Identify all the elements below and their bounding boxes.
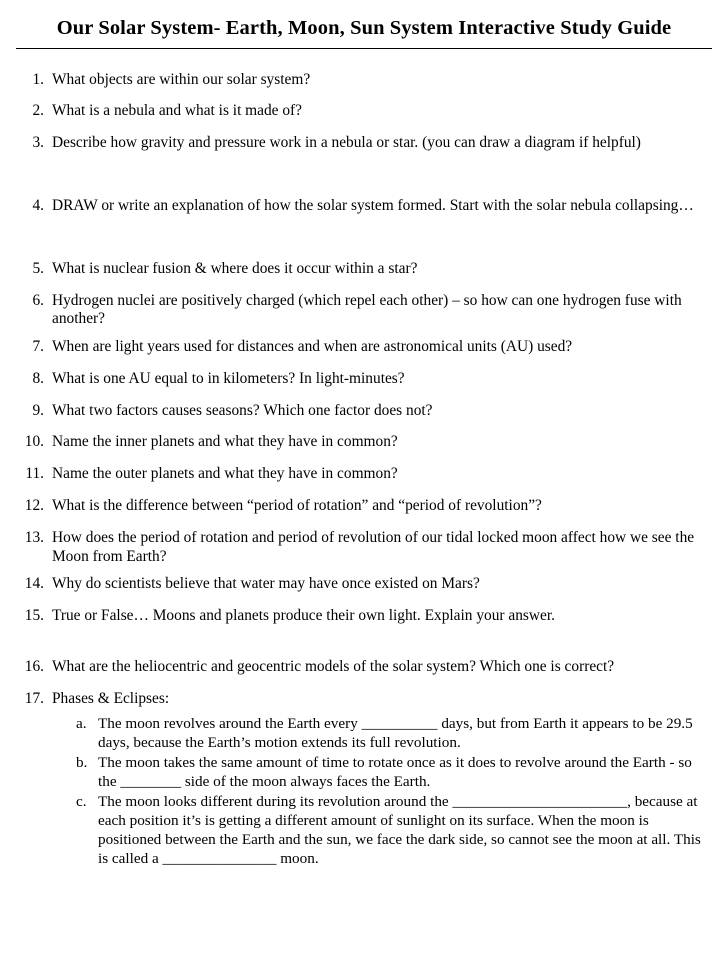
question-text: What is nuclear fusion & where does it occur within a star?: [52, 259, 418, 277]
question-number: 17.: [24, 689, 44, 707]
spacer: [22, 452, 714, 465]
title-divider: [16, 48, 712, 49]
list-item: [22, 497, 714, 516]
question-text: How does the period of rotation and period of revolution of our tidal locked moon affect how we see the Moon from Earth?: [52, 528, 695, 565]
question-number: 12.: [24, 496, 44, 514]
list-item: [22, 529, 714, 567]
question-number: 4.: [32, 196, 44, 214]
subquestions-list: [22, 714, 714, 868]
question-text: What are the heliocentric and geocentric models of the solar system? Which one is correct?: [52, 657, 615, 675]
list-item: [22, 292, 714, 330]
list-item: [76, 753, 714, 791]
subquestion-number: c.: [76, 793, 87, 811]
question-number: 16.: [24, 657, 44, 675]
list-item: [22, 465, 714, 484]
question-number: 6.: [32, 291, 44, 309]
spacer: [22, 566, 714, 575]
question-number: 13.: [24, 528, 44, 546]
list-item: [22, 402, 714, 421]
list-item: [22, 260, 714, 279]
question-number: 2.: [32, 102, 44, 120]
spacer: [22, 516, 714, 529]
spacer: [22, 279, 714, 292]
question-text: What two factors causes seasons? Which one factor does not?: [52, 401, 433, 419]
question-text: Name the inner planets and what they have in common?: [52, 433, 398, 451]
question-text: Phases & Eclipses:: [52, 689, 170, 707]
question-text: What is one AU equal to in kilometers? In light-minutes?: [52, 369, 405, 387]
answer-space: [22, 153, 714, 197]
list-item: [22, 433, 714, 452]
answer-space: [22, 626, 714, 658]
question-number: 8.: [32, 369, 44, 387]
page-title: Our Solar System- Earth, Moon, Sun System Interactive Study Guide: [56, 17, 672, 39]
subquestion-number: b.: [76, 754, 88, 772]
question-number: 9.: [32, 401, 44, 419]
question-number: 3.: [32, 134, 44, 152]
question-number: 14.: [24, 575, 44, 593]
question-text: Hydrogen nuclei are positively charged (which repel each other) – so how can one hydrogen fuse with another?: [52, 291, 682, 328]
spacer: [22, 89, 714, 102]
spacer: [22, 677, 714, 690]
subquestion-text: The moon takes the same amount of time to rotate once as it does to revolve around the Earth - so the ________ side of the moon always faces the Earth.: [98, 754, 692, 791]
question-number: 1.: [32, 70, 44, 88]
question-text: True or False… Moons and planets produce their own light. Explain your answer.: [52, 607, 555, 625]
list-item: [22, 690, 714, 709]
question-number: 7.: [32, 338, 44, 356]
list-item: [22, 607, 714, 626]
spacer: [22, 357, 714, 370]
list-item: [22, 134, 714, 153]
questions-section: [14, 71, 714, 869]
spacer: [22, 329, 714, 338]
list-item: [76, 714, 714, 752]
spacer: [22, 389, 714, 402]
list-item: [22, 658, 714, 677]
question-number: 11.: [25, 465, 44, 483]
questions-list: [22, 71, 714, 709]
list-item: [22, 370, 714, 389]
list-item: [22, 197, 714, 216]
answer-space: [22, 216, 714, 260]
question-text: Name the outer planets and what they have in common?: [52, 465, 398, 483]
list-item: [22, 575, 714, 594]
spacer: [22, 420, 714, 433]
list-item: [22, 71, 714, 90]
spacer: [22, 484, 714, 497]
list-item: [22, 102, 714, 121]
question-number: 10.: [24, 433, 44, 451]
question-text: What objects are within our solar system?: [52, 70, 311, 88]
list-item: [22, 338, 714, 357]
list-item: [76, 792, 714, 868]
subquestion-number: a.: [76, 715, 87, 733]
question-number: 15.: [24, 607, 44, 625]
question-text: DRAW or write an explanation of how the solar system formed. Start with the solar nebula collapsing…: [52, 196, 694, 214]
spacer: [22, 594, 714, 607]
subquestion-text: The moon revolves around the Earth every __________ days, but from Earth it appears to be 29.5 days, because the Earth’s motion extends its full revolution.: [98, 715, 693, 752]
question-number: 5.: [32, 259, 44, 277]
question-text: Describe how gravity and pressure work in a nebula or star. (you can draw a diagram if helpful): [52, 134, 641, 152]
spacer: [22, 121, 714, 134]
question-text: Why do scientists believe that water may have once existed on Mars?: [52, 575, 480, 593]
subquestion-text: The moon looks different during its revolution around the _______________________, because at each position it’s is getting a different amount of sunlight on its surface. When the moon is positioned between the Earth and the sun, we face the dark side, so cannot see the moon at all. This is called a _______________ moon.: [98, 793, 701, 868]
question-text: When are light years used for distances and when are astronomical units (AU) used?: [52, 338, 573, 356]
question-text: What is a nebula and what is it made of?: [52, 102, 303, 120]
question-text: What is the difference between “period of rotation” and “period of revolution”?: [52, 496, 542, 514]
